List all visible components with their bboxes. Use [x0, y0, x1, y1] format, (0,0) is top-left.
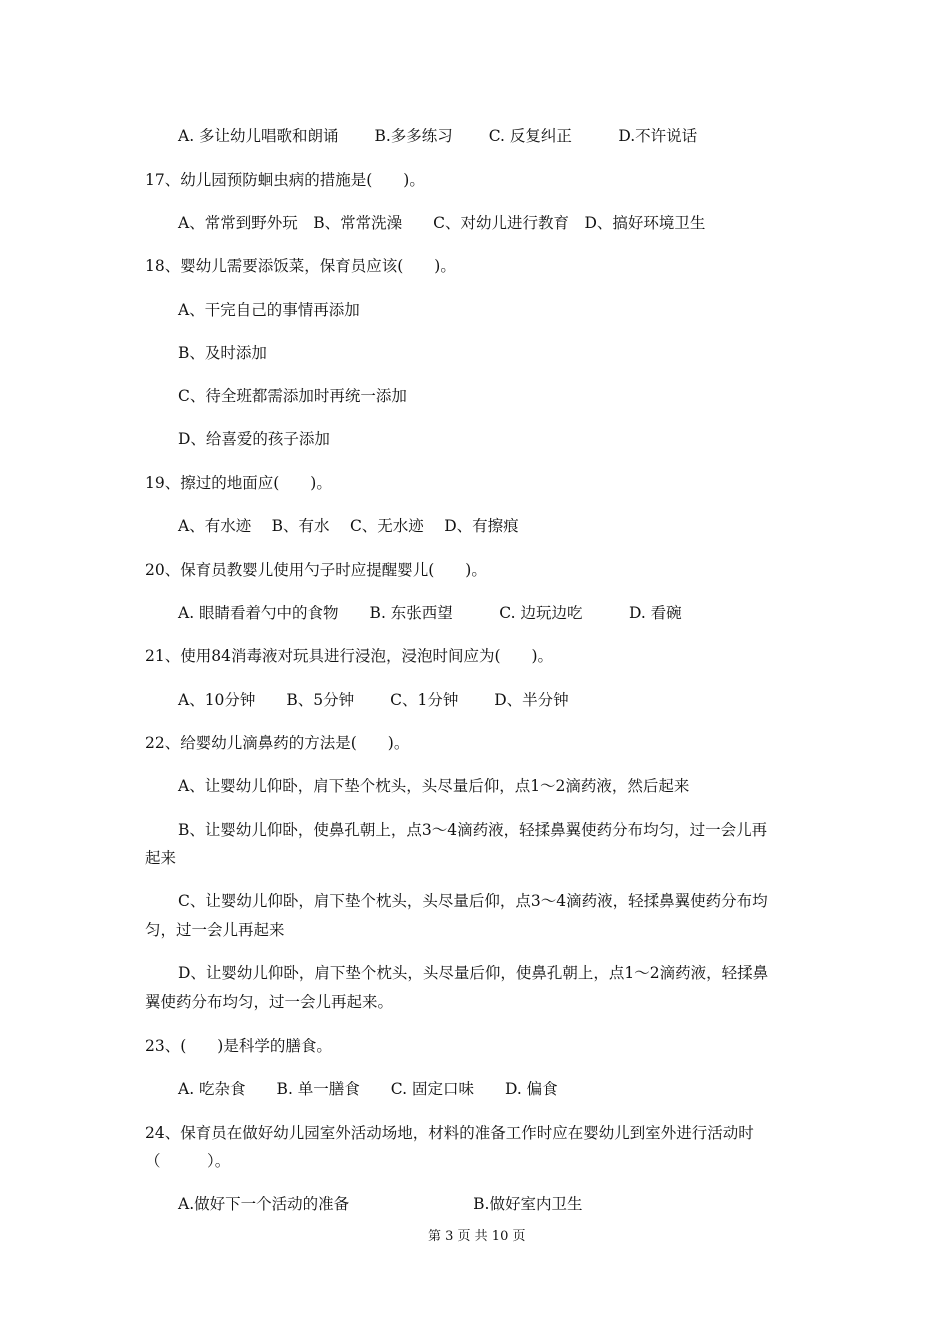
q22-option-c: C、让婴幼儿仰卧，肩下垫个枕头，头尽量后仰，点3～4滴药液，轻揉鼻翼使药分布均 — [178, 892, 768, 910]
q22-option-b: B、让婴幼儿仰卧，使鼻孔朝上，点3～4滴药液，轻揉鼻翼使药分布均匀，过一会儿再 — [178, 821, 768, 839]
q22-option-d: D、让婴幼儿仰卧，肩下垫个枕头，头尽量后仰，使鼻孔朝上，点1～2滴药液，轻揉鼻 — [178, 964, 769, 982]
q18-question: 18、婴幼儿需要添饭菜，保育员应该( )。 — [145, 257, 456, 275]
q19-options: A、有水迹 B、有水 C、无水迹 D、有擦痕 — [178, 517, 519, 535]
q24-options: A.做好下一个活动的准备 B.做好室内卫生 — [178, 1195, 583, 1213]
q18-option-c: C、待全班都需添加时再统一添加 — [178, 387, 407, 405]
q20-options: A. 眼睛看着勺中的食物 B. 东张西望 C. 边玩边吃 D. 看碗 — [178, 604, 682, 622]
q21-options: A、10分钟 B、5分钟 C、1分钟 D、半分钟 — [178, 691, 569, 709]
q21-question: 21、使用84消毒液对玩具进行浸泡，浸泡时间应为( )。 — [145, 647, 554, 665]
q17-question: 17、幼儿园预防蛔虫病的措施是( )。 — [145, 171, 425, 189]
q22-option-c-cont: 匀，过一会儿再起来 — [145, 921, 285, 939]
q23-options: A. 吃杂食 B. 单一膳食 C. 固定口味 D. 偏食 — [178, 1080, 558, 1098]
q18-option-d: D、给喜爱的孩子添加 — [178, 430, 330, 448]
q16-options: A. 多让幼儿唱歌和朗诵 B.多多练习 C. 反复纠正 D.不许说话 — [178, 127, 698, 145]
q22-question: 22、给婴幼儿滴鼻药的方法是( )。 — [145, 734, 410, 752]
q18-option-a: A、干完自己的事情再添加 — [178, 301, 360, 319]
q20-question: 20、保育员教婴儿使用勺子时应提醒婴儿( )。 — [145, 561, 487, 579]
q24-question-cont: （ ）。 — [145, 1152, 231, 1170]
q24-question: 24、保育员在做好幼儿园室外活动场地，材料的准备工作时应在婴幼儿到室外进行活动时 — [145, 1124, 754, 1142]
q22-option-b-cont: 起来 — [145, 849, 177, 867]
q23-question: 23、( )是科学的膳食。 — [145, 1037, 332, 1055]
q17-options: A、常常到野外玩 B、常常洗澡 C、对幼儿进行教育 D、搞好环境卫生 — [178, 214, 706, 232]
q22-option-a: A、让婴幼儿仰卧，肩下垫个枕头，头尽量后仰，点1～2滴药液，然后起来 — [178, 777, 690, 795]
page-number: 第 3 页 共 10 页 — [428, 1229, 526, 1244]
q22-option-d-cont: 翼使药分布均匀，过一会儿再起来。 — [145, 993, 394, 1011]
q18-option-b: B、及时添加 — [178, 344, 267, 362]
q19-question: 19、擦过的地面应( )。 — [145, 474, 332, 492]
